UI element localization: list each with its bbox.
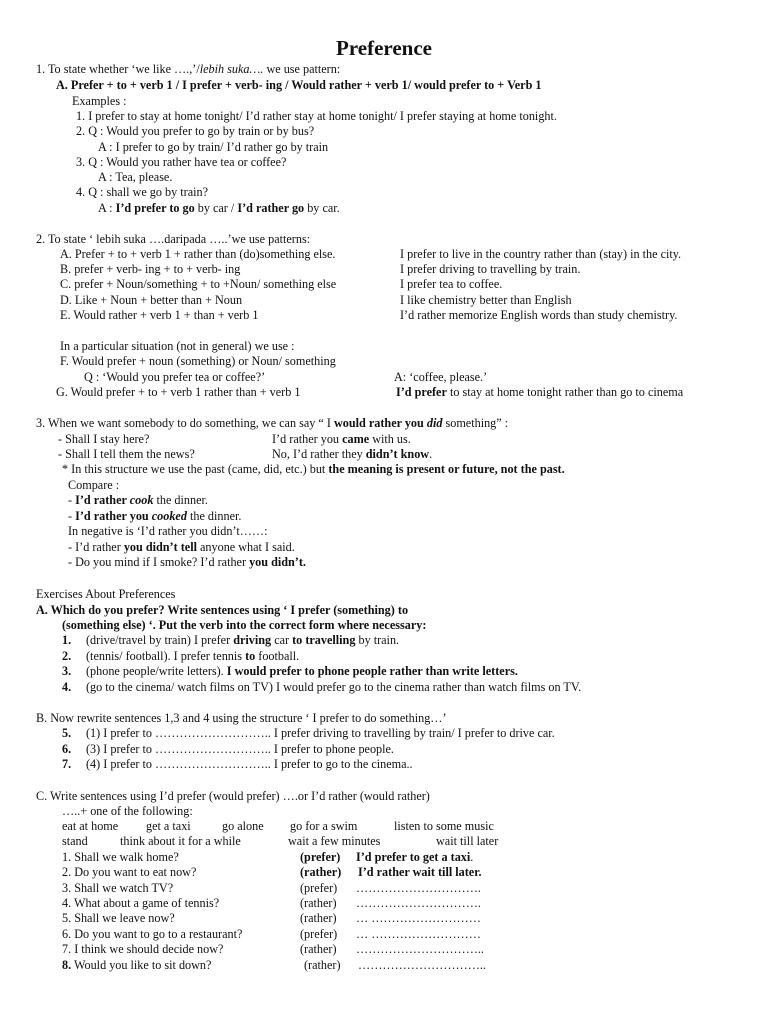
s2-f-question: Q : ‘Would you prefer tea or coffee?’: [84, 370, 266, 384]
exercise-c-heading-1: C. Write sentences using I’d prefer (would prefer) ….or I’d rather (would rather): [36, 789, 430, 803]
s3-c2-part-4: the dinner.: [186, 509, 242, 523]
s3-line-1-question: - Shall I stay here?: [58, 432, 150, 446]
s3-h-part-4: something” :: [442, 416, 509, 430]
s3-compare-label: Compare :: [68, 478, 120, 492]
s3-line-1-answer: [272, 432, 411, 447]
s2-f-answer: A: ‘coffee, please.’: [394, 370, 488, 384]
s2-particular-note: In a particular situation (not in general) we use :: [60, 339, 295, 353]
word-option: stand: [62, 834, 88, 848]
s1-examples-label: Examples :: [72, 94, 127, 108]
s3-n2-part-2: you didn’t.: [249, 555, 306, 569]
s3-h-part-3: did: [426, 416, 443, 430]
s3-l1-part-3: with us.: [369, 432, 411, 446]
s3-l2-part-3: .: [429, 447, 433, 461]
word-option: listen to some music: [394, 819, 494, 833]
s1-example-3-question: 3. Q : Would you rather have tea or coffee?: [76, 155, 287, 169]
s3-c2-part-1: -: [68, 509, 76, 523]
s3-c1-part-1: -: [68, 493, 76, 507]
s3-line-2-question: - Shall I tell them the news?: [58, 447, 195, 461]
exercise-c-answer: [356, 850, 473, 865]
exercise-c-answer-blank: … ………………………: [356, 911, 481, 925]
s3-line-2-answer: [272, 447, 432, 462]
s2-pattern-c: C. prefer + Noun/something + to +Noun/ something else: [60, 277, 337, 291]
exercise-c-answer-blank: ………………………….: [356, 881, 481, 895]
s3-note-part-1: * In this structure we use the past (came, did, etc.) but: [62, 462, 329, 476]
s3-negative-label: In negative is ‘I’d rather you didn’t……:: [68, 524, 268, 538]
word-option: wait a few minutes: [288, 834, 381, 848]
s1-example-4-question: 4. Q : shall we go by train?: [76, 185, 209, 199]
s1-e4-part-5: by car.: [304, 201, 340, 215]
s1-e4-part-4: I’d rather go: [237, 201, 305, 215]
s3-l2-part-1: No, I’d rather they: [272, 447, 366, 461]
exercise-c-verb: (rather): [300, 942, 337, 956]
s3-c1-part-3: cook: [129, 493, 154, 507]
s2-pattern-b: B. prefer + verb- ing + to + verb- ing: [60, 262, 241, 276]
ex-a2-part-2: to: [245, 649, 256, 663]
exercise-c-question: 3. Shall we watch TV?: [62, 881, 174, 895]
section-1-heading: [36, 62, 340, 77]
s2-pattern-e: E. Would rather + verb 1 + than + verb 1: [60, 308, 259, 322]
s1-text-a: 1. To state whether ‘we like ….,’/: [36, 62, 200, 76]
ex-a1-part-3: car: [271, 633, 293, 647]
ex-a1-part-1: (drive/travel by train) I prefer: [86, 633, 234, 647]
s3-h-part-1: 3. When we want somebody to do something, we can say “ I: [36, 416, 334, 430]
exercise-a-1-number: 1.: [62, 633, 72, 647]
exercise-b-heading: B. Now rewrite sentences 1,3 and 4 using the structure ‘ I prefer to do something…’: [36, 711, 447, 725]
s3-n1-part-3: anyone what I said.: [196, 540, 295, 554]
ex-a1-part-2: driving: [233, 633, 272, 647]
exercise-a-2: [86, 649, 299, 664]
exercise-a-4-number: 4.: [62, 680, 72, 694]
exercise-c-answer: I’d rather wait till later.: [358, 865, 482, 879]
exercise-c-answer-blank: …………………………..: [356, 942, 484, 956]
s2-g-example-bold: I’d prefer: [396, 385, 447, 399]
word-option: wait till later: [436, 834, 499, 848]
s3-note-part-2: the meaning is present or future, not the past.: [328, 462, 565, 476]
s3-h-part-2: would rather you: [333, 416, 427, 430]
exercise-a-2-number: 2.: [62, 649, 72, 663]
section-2-heading: 2. To state ‘ lebih suka ….daripada …..’we use patterns:: [36, 232, 311, 246]
exercise-a-4: (go to the cinema/ watch films on TV) I would prefer go to the cinema rather than watch films on TV.: [86, 680, 582, 694]
word-option: think about it for a while: [120, 834, 241, 848]
exercises-heading: Exercises About Preferences: [36, 587, 176, 601]
exercise-c-verb: (rather): [300, 911, 337, 925]
word-option: eat at home: [62, 819, 119, 833]
s2-example-b: I prefer driving to travelling by train.: [400, 262, 581, 276]
ex-a2-part-3: football.: [255, 649, 300, 663]
s2-g-example-rest: to stay at home tonight rather than go to cinema: [446, 385, 684, 399]
exercise-b-6-number: 6.: [62, 742, 72, 756]
exercise-c-question-text: Would you like to sit down?: [71, 958, 212, 972]
exercise-c-answer-blank: … ………………………: [356, 927, 481, 941]
exercise-a-heading-1: A. Which do you prefer? Write sentences using ‘ I prefer (something) to: [36, 603, 409, 617]
exercise-c-verb: (rather): [300, 865, 342, 879]
exercise-c-answer-tail: .: [470, 850, 474, 864]
exercise-b-7: (4) I prefer to ……………………….. I prefer to go to the cinema..: [86, 757, 413, 771]
exercise-c-question: 1. Shall we walk home?: [62, 850, 179, 864]
exercise-c-question-number: 8.: [62, 958, 72, 972]
s3-compare-2: [68, 509, 241, 524]
s1-e4-part-1: A :: [98, 201, 116, 215]
s1-example-3-answer: A : Tea, please.: [98, 170, 173, 184]
s2-pattern-d: D. Like + Noun + better than + Noun: [60, 293, 243, 307]
exercise-b-7-number: 7.: [62, 757, 72, 771]
s1-example-2-answer: A : I prefer to go by train/ I’d rather go by train: [98, 140, 329, 154]
s1-text-c: we use pattern:: [263, 62, 341, 76]
s2-pattern-f: F. Would prefer + noun (something) or Noun/ something: [60, 354, 336, 368]
exercise-c-question: [62, 958, 211, 973]
s1-example-2-question: 2. Q : Would you prefer to go by train or by bus?: [76, 124, 315, 138]
s3-note: [62, 462, 565, 477]
s1-pattern-a: A. Prefer + to + verb 1 / I prefer + verb- ing / Would rather + verb 1/ would prefer to + Verb 1: [56, 78, 542, 92]
s2-example-e: I’d rather memorize English words than study chemistry.: [400, 308, 678, 322]
page-title: Preference: [336, 36, 432, 60]
s2-pattern-g: G. Would prefer + to + verb 1 rather than + verb 1: [56, 385, 301, 399]
s2-example-d: I like chemistry better than English: [400, 293, 572, 307]
exercise-a-1: [86, 633, 399, 648]
s3-negative-1: [68, 540, 295, 555]
exercise-a-3-number: 3.: [62, 664, 72, 678]
s1-text-b: lebih suka….: [199, 62, 264, 76]
exercise-c-question: 4. What about a game of tennis?: [62, 896, 220, 910]
exercise-c-heading-2: …..+ one of the following:: [62, 804, 193, 818]
s3-l1-part-1: I’d rather you: [272, 432, 343, 446]
s3-c2-part-3: cooked: [151, 509, 187, 523]
exercise-b-5: (1) I prefer to ……………………….. I prefer driving to travelling by train/ I prefer to drive car.: [86, 726, 555, 740]
ex-a3-part-1: (phone people/write letters).: [86, 664, 227, 678]
word-option: go for a swim: [290, 819, 358, 833]
s2-pattern-a: A. Prefer + to + verb 1 + rather than (do)something else.: [60, 247, 336, 261]
word-option: go alone: [222, 819, 264, 833]
s1-e4-part-2: I’d prefer to go: [115, 201, 195, 215]
s3-n1-part-2: you didn’t tell: [123, 540, 197, 554]
ex-a2-part-1: (tennis/ football). I prefer tennis: [86, 649, 246, 663]
s3-compare-1: [68, 493, 208, 508]
section-3-heading: [36, 416, 508, 431]
exercise-c-verb: (rather): [304, 958, 341, 972]
exercise-c-answer-blank: ………………………….: [356, 896, 481, 910]
s3-l1-part-2: came: [342, 432, 370, 446]
exercise-c-answer-text: I’d prefer to get a taxi: [356, 850, 471, 864]
exercise-c-question: 5. Shall we leave now?: [62, 911, 175, 925]
s1-example-4-answer: [98, 201, 340, 216]
s1-e4-part-3: by car /: [194, 201, 238, 215]
s3-negative-2: [68, 555, 306, 570]
ex-a3-part-2: I would prefer to phone people rather than write letters.: [226, 664, 518, 678]
exercise-c-question: 2. Do you want to eat now?: [62, 865, 197, 879]
s3-l2-part-2: didn’t know: [365, 447, 430, 461]
exercise-c-verb: (rather): [300, 896, 337, 910]
exercise-a-3: [86, 664, 518, 679]
exercise-b-5-number: 5.: [62, 726, 72, 740]
word-option: get a taxi: [146, 819, 191, 833]
s1-example-1: 1. I prefer to stay at home tonight/ I’d rather stay at home tonight/ I prefer staying at home tonight.: [76, 109, 557, 123]
exercise-c-verb: (prefer): [300, 927, 338, 941]
ex-a1-part-4: to travelling: [292, 633, 356, 647]
s3-c2-part-2: I’d rather you: [75, 509, 152, 523]
exercise-c-question: 7. I think we should decide now?: [62, 942, 224, 956]
s3-c1-part-2: I’d rather: [75, 493, 130, 507]
exercise-c-question: 6. Do you want to go to a restaurant?: [62, 927, 243, 941]
exercise-c-verb: (prefer): [300, 881, 338, 895]
s3-c1-part-4: the dinner.: [153, 493, 208, 507]
exercise-c-answer-blank: …………………………..: [358, 958, 486, 972]
s2-example-a: I prefer to live in the country rather than (stay) in the city.: [400, 247, 682, 261]
exercise-b-6: (3) I prefer to ……………………….. I prefer to phone people.: [86, 742, 394, 756]
s2-example-c: I prefer tea to coffee.: [400, 277, 503, 291]
s3-n1-part-1: - I’d rather: [68, 540, 124, 554]
s3-n2-part-1: - Do you mind if I smoke? I’d rather: [68, 555, 250, 569]
ex-a1-part-5: by train.: [355, 633, 400, 647]
s2-g-example: [396, 385, 683, 400]
exercise-a-heading-2: (something else) ‘. Put the verb into the correct form where necessary:: [62, 618, 427, 632]
exercise-c-verb: (prefer): [300, 850, 341, 864]
